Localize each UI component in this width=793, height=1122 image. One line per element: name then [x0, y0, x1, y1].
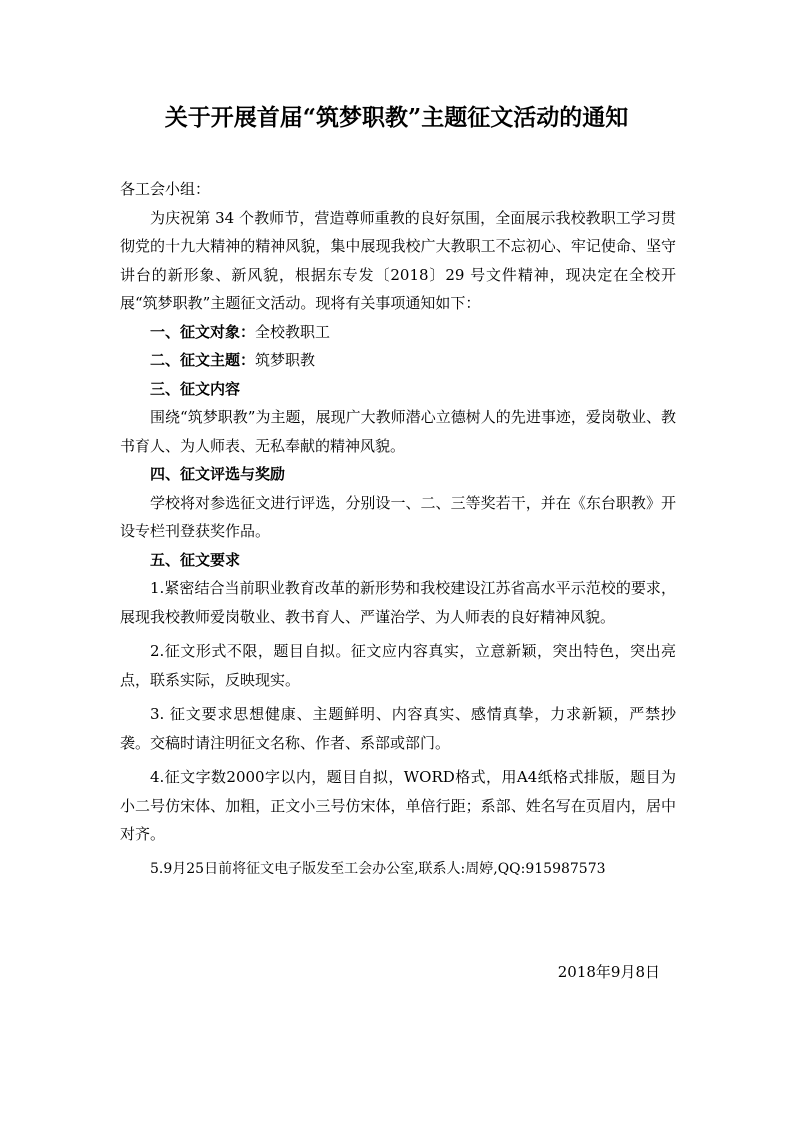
requirement-item: 5.9月25日前将征文电子版发至工会办公室,联系人:周婷,QQ:915987573 — [150, 860, 606, 877]
section-1-heading: 一、征文对象： — [150, 322, 256, 341]
requirement-item: 2.征文形式不限，题目自拟。征文应内容真实，立意新颖，突出特色，突出亮点，联系实际，反映现实。 — [120, 642, 676, 689]
section-2 — [120, 346, 676, 375]
document-body — [120, 175, 676, 883]
section-5-heading: 五、征文要求 — [150, 550, 241, 569]
section-1-text: 全校教职工 — [255, 322, 331, 341]
salutation: 各工会小组： — [120, 180, 211, 198]
section-4-text: 学校将对参选征文进行评选，分别设一、二、三等奖若干，并在《东台职教》开设专栏刊登获奖作品。 — [120, 493, 676, 540]
section-3-heading: 三、征文内容 — [150, 379, 241, 398]
section-3-text: 围绕“筑梦职教”为主题，展现广大教师潜心立德树人的先进事迹，爱岗敬业、教书育人、为人师表、无私奉献的精神风貌。 — [120, 408, 676, 455]
document-date: 2018年9月8日 — [557, 963, 660, 981]
document-title: 关于开展首届“筑梦职教”主题征文活动的通知 — [164, 104, 629, 131]
section-2-text: 筑梦职教 — [255, 351, 316, 369]
section-2-heading: 二、征文主题： — [150, 351, 256, 369]
intro-paragraph: 为庆祝第 34 个教师节，营造尊师重教的良好氛围，全面展示我校教职工学习贯彻党的十九大精神的精神风貌，集中展现我校广大教职工不忘初心、牢记使命、坚守讲台的新形象、新风貌，根据东专发〔2018〕29 号文件精神，现决定在全校开展“筑梦职教”主题征文活动。现将有关事项通知如下： — [120, 208, 676, 312]
section-1 — [120, 318, 676, 347]
requirement-item: 1.紧密结合当前职业教育改革的新形势和我校建设江苏省高水平示范校的要求，展现我校教师爱岗敬业、教书育人、严谨治学、为人师表的良好精神风貌。 — [120, 579, 676, 626]
requirement-item: 4.征文字数2000字以内，题目自拟，WORD格式，用A4纸格式排版，题目为小二号仿宋体、加粗，正文小三号仿宋体，单倍行距；系部、姓名写在页眉内，居中对齐。 — [120, 768, 676, 843]
section-4-heading: 四、征文评选与奖励 — [150, 465, 286, 483]
requirement-item: 3. 征文要求思想健康、主题鲜明、内容真实、感情真挚，力求新颖，严禁抄袭。交稿时请注明征文名称、作者、系部或部门。 — [120, 705, 676, 752]
